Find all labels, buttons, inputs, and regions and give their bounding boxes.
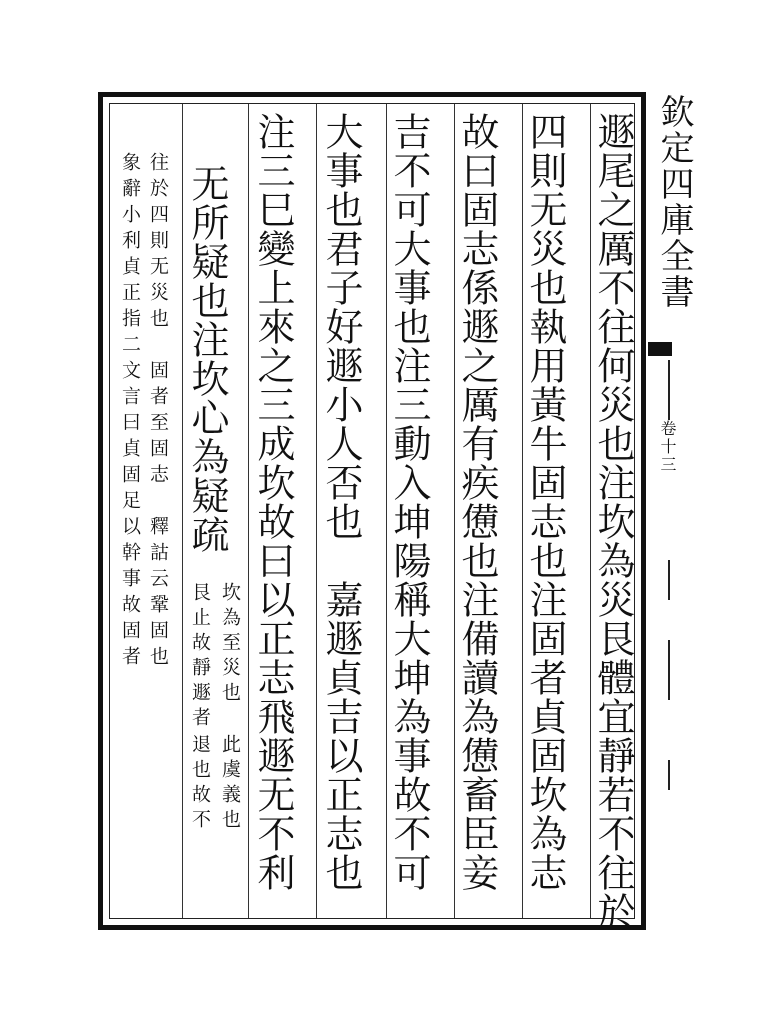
margin-fishtail-mark	[648, 342, 672, 356]
text-column-6: 注三巳變上來之三成坎故曰以正志飛遯无不利	[251, 112, 295, 892]
column-rule	[248, 104, 249, 918]
column-rule	[182, 104, 183, 918]
margin-line	[668, 640, 670, 700]
text-area	[109, 103, 635, 931]
commentary-left-tail: 退也故不	[189, 734, 211, 834]
text-column-7: 无所疑也注坎心為疑疏	[185, 164, 229, 554]
commentary-right: 坎為至災也	[219, 582, 241, 707]
text-column-4: 吉不可大事也注三動入坤陽稱大坤為事故不可	[387, 112, 431, 892]
small-column-left: 象辭小利貞正指二文言曰貞固足以幹事故固者	[119, 152, 141, 672]
commentary-right-tail: 此虞義也	[219, 734, 241, 834]
text-column-3: 故曰固志係遯之厲有疾憊也注備讀為憊畜臣妾	[455, 112, 499, 892]
text-column-5: 大事也君子好遯小人否也 嘉遯貞吉以正志也	[319, 112, 363, 892]
margin-line	[668, 760, 670, 790]
text-column-1: 遯尾之厲不往何災也注坎為災艮體宜靜若不往於	[591, 112, 635, 931]
margin-volume: 卷十三	[658, 420, 677, 474]
page-frame	[98, 92, 646, 930]
margin-line	[668, 560, 670, 600]
margin-title: 欽定四庫全書	[654, 94, 694, 310]
column-rule	[316, 104, 317, 918]
commentary-left: 艮止故靜遯者	[189, 582, 211, 732]
text-column-2: 四則无災也執用黃牛固志也注固者貞固坎為志	[523, 112, 567, 892]
small-column-right: 往於四則无災也 固者至固志 釋詁云鞏固也	[147, 152, 169, 672]
margin-line	[668, 360, 670, 420]
